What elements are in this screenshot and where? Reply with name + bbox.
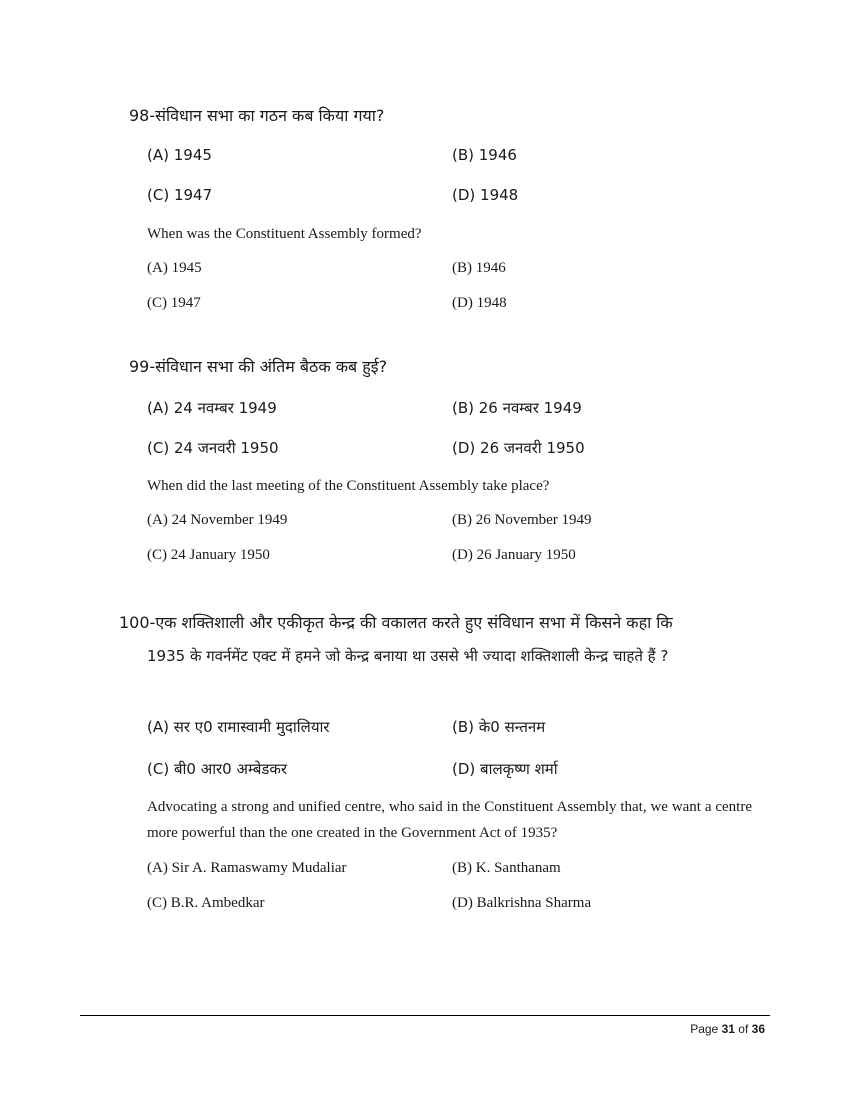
page-label: Page xyxy=(690,1022,719,1036)
question-text: संविधान सभा का गठन कब किया गया? xyxy=(155,106,385,125)
option-b-english: (B) 26 November 1949 xyxy=(452,512,592,528)
question-100-english: Advocating a strong and unified centre, who said in the Constituent Assembly that, we want a centre more powerful than the one created in the Government Act of 1935? xyxy=(147,799,752,841)
option-c-english: (C) B.R. Ambedkar xyxy=(147,895,265,911)
option-d-english: (D) 1948 xyxy=(452,295,507,311)
option-c: (C) 24 जनवरी 1950 xyxy=(147,439,279,457)
option-d-english: (D) Balkrishna Sharma xyxy=(452,895,592,911)
option-b-english: (B) K. Santhanam xyxy=(452,860,561,876)
question-98-english: When was the Constituent Assembly formed? xyxy=(147,226,422,242)
option-d: (D) बालकृष्ण शर्मा xyxy=(452,760,558,778)
option-d: (D) 1948 xyxy=(452,186,519,204)
option-a-english: (A) 24 November 1949 xyxy=(147,512,288,528)
question-number: 99- xyxy=(129,357,156,376)
option-c: (C) बी0 आर0 अम्बेडकर xyxy=(147,760,288,778)
option-a: (A) सर ए0 रामास्वामी मुदालियार xyxy=(147,718,330,736)
question-99-english: When did the last meeting of the Constituent Assembly take place? xyxy=(147,478,550,494)
option-d: (D) 26 जनवरी 1950 xyxy=(452,439,585,457)
question-text-line1: एक शक्तिशाली और एकीकृत केन्द्र की वकालत करते हुए संविधान सभा में किसने कहा कि xyxy=(155,613,673,632)
option-c-english: (C) 1947 xyxy=(147,295,201,311)
question-99-hindi xyxy=(129,355,387,377)
option-c: (C) 1947 xyxy=(147,186,213,204)
option-a: (A) 24 नवम्बर 1949 xyxy=(147,399,277,417)
question-number: 100- xyxy=(119,613,156,632)
footer-divider xyxy=(80,1015,770,1016)
option-d-english: (D) 26 January 1950 xyxy=(452,547,576,563)
option-a-english: (A) Sir A. Ramaswamy Mudaliar xyxy=(147,860,347,876)
question-98-hindi xyxy=(129,104,384,126)
option-c-english: (C) 24 January 1950 xyxy=(147,547,270,563)
question-100-hindi xyxy=(119,611,673,633)
option-a: (A) 1945 xyxy=(147,146,212,164)
option-b-english: (B) 1946 xyxy=(452,260,506,276)
option-b: (B) के0 सन्तनम xyxy=(452,718,546,736)
option-b: (B) 26 नवम्बर 1949 xyxy=(452,399,582,417)
current-page: 31 xyxy=(721,1022,735,1036)
page-number xyxy=(690,1022,765,1036)
total-pages: 36 xyxy=(751,1022,765,1036)
question-text: संविधान सभा की अंतिम बैठक कब हुई? xyxy=(155,357,388,376)
question-number: 98- xyxy=(129,106,156,125)
option-a-english: (A) 1945 xyxy=(147,260,202,276)
question-100-hindi-continued: 1935 के गवर्नमेंट एक्ट में हमने जो केन्द्र बनाया था उससे भी ज्यादा शक्तिशाली केन्द्र चाहते हैं ? xyxy=(147,647,669,665)
option-b: (B) 1946 xyxy=(452,146,517,164)
page-of: of xyxy=(738,1022,749,1036)
